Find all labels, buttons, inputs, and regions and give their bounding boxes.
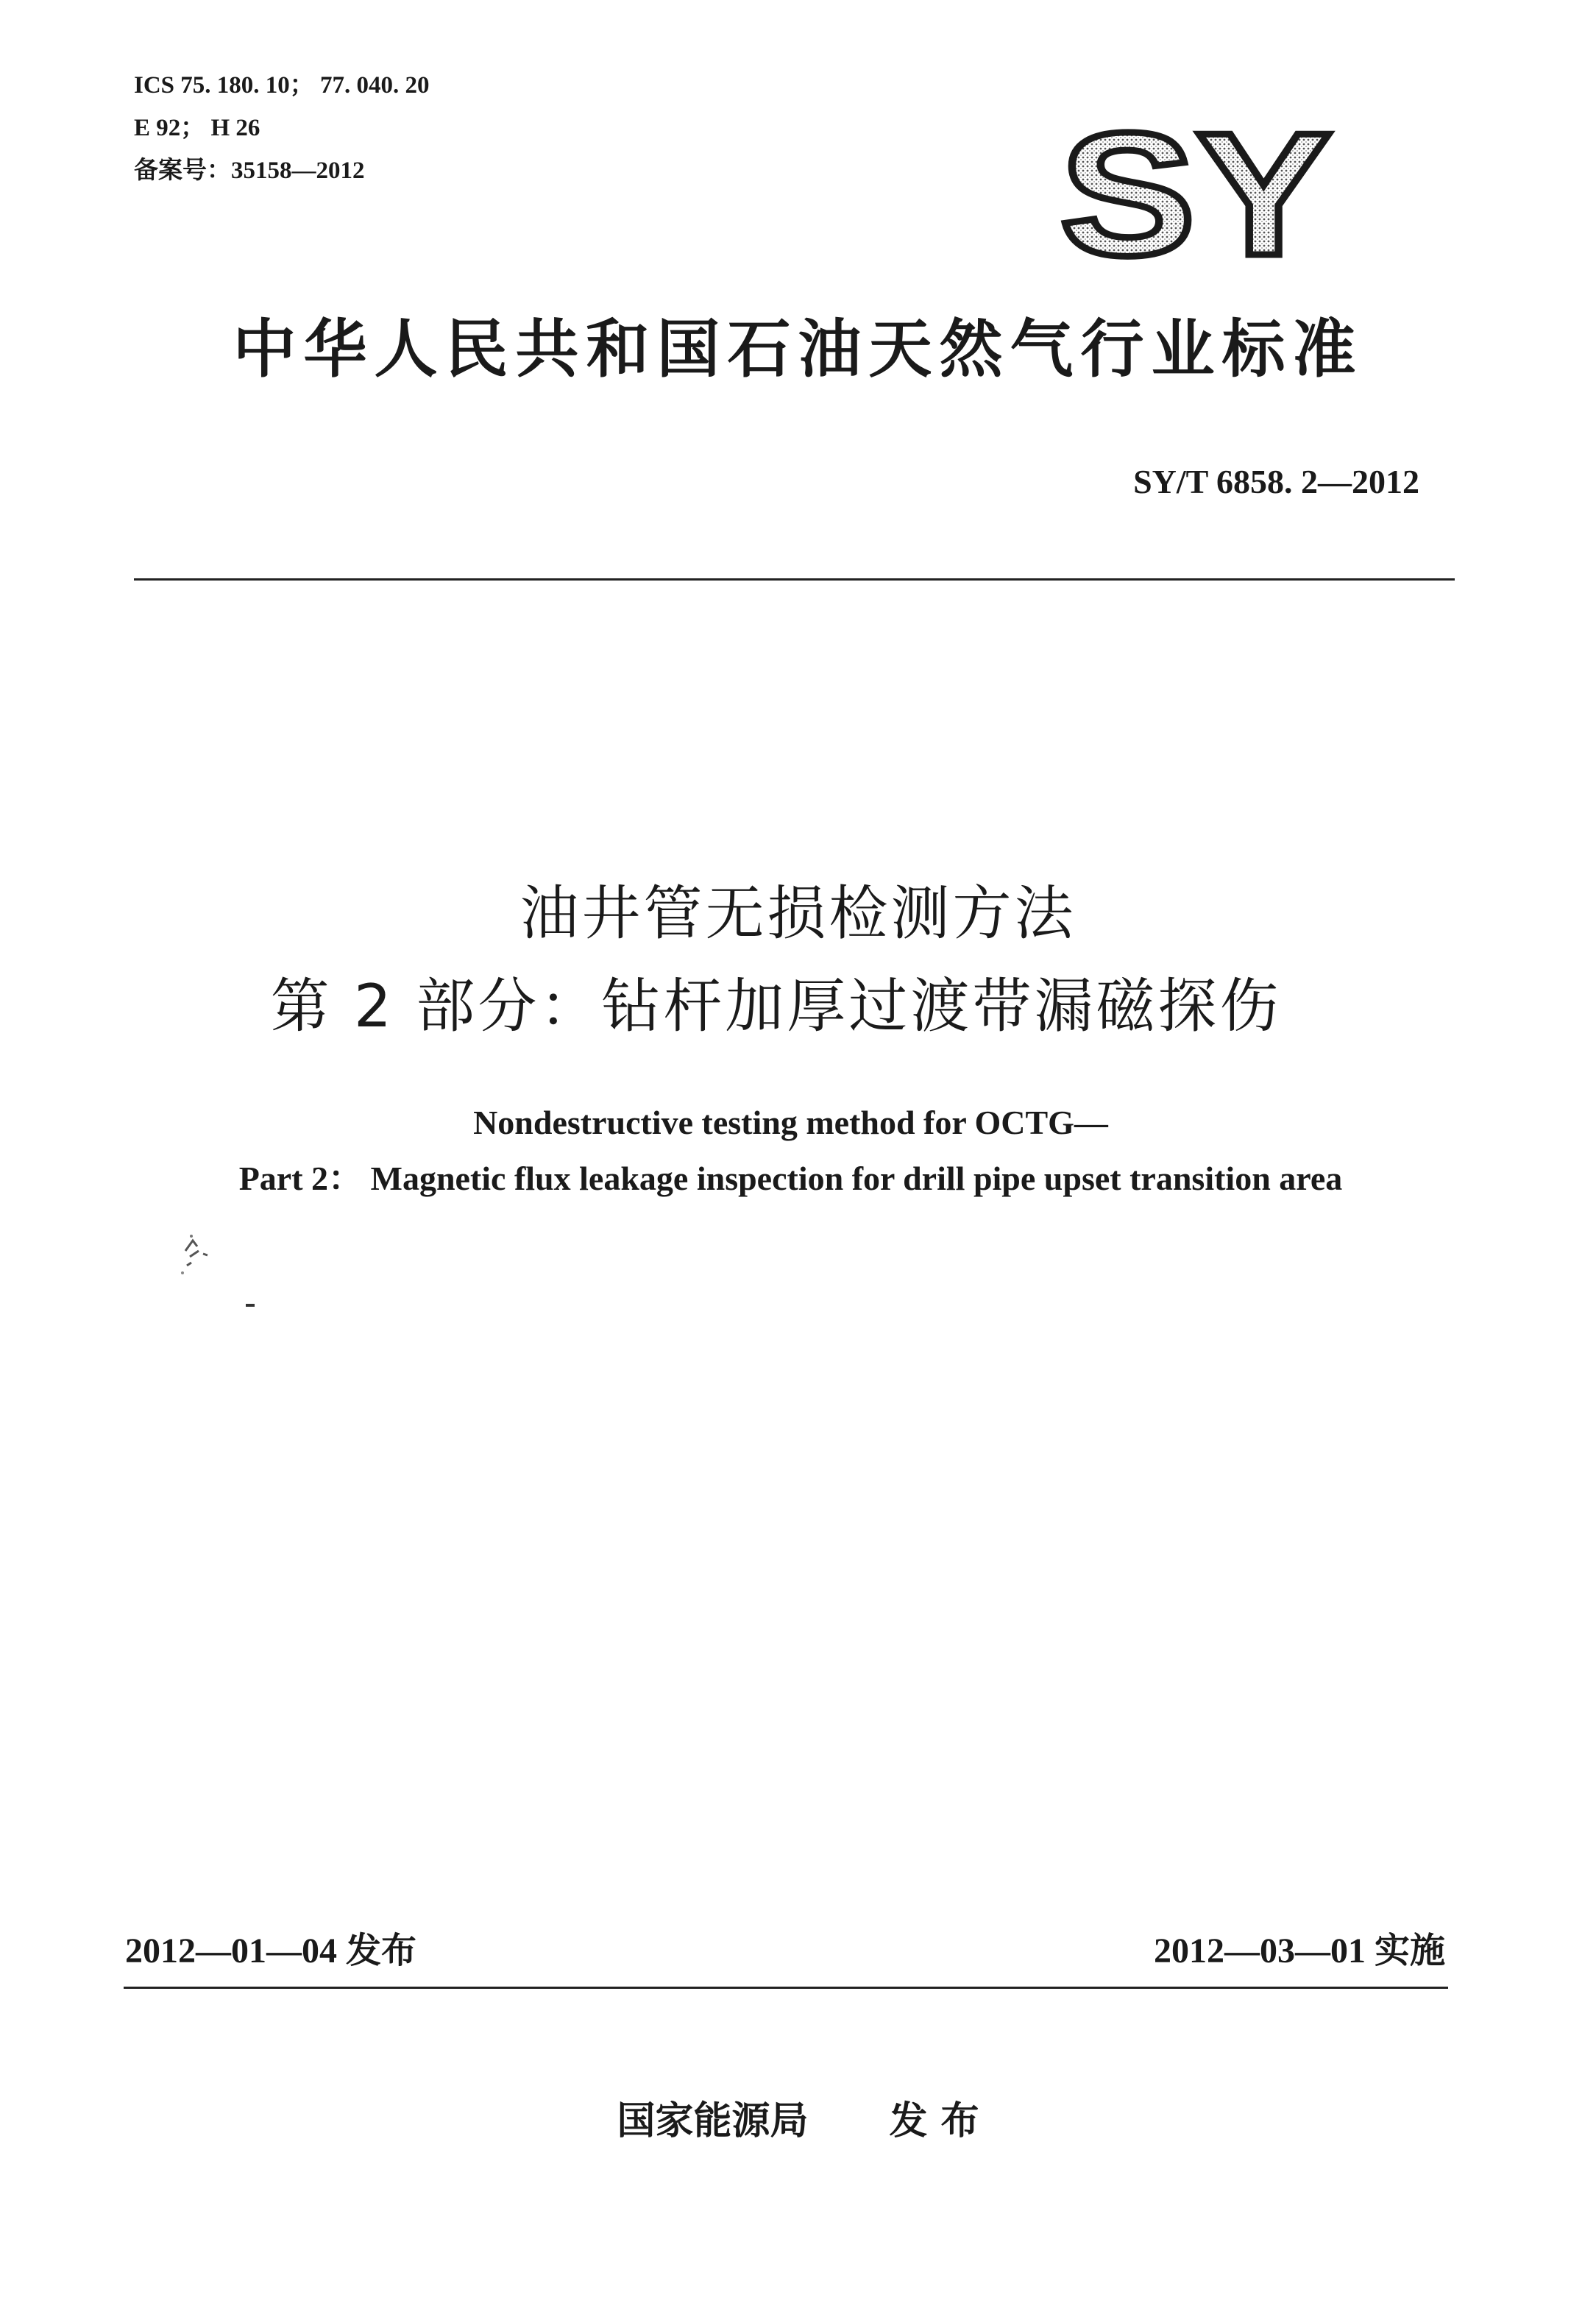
issuer-action: 发 布: [889, 2099, 979, 2143]
sy-logo-text: SY: [1060, 116, 1332, 263]
filing-number: 备案号：35158—2012: [134, 157, 365, 184]
title-en-line2: Part 2： Magnetic flux leakage inspection for drill pipe upset transition area: [238, 1160, 1343, 1197]
standard-type-title: 中华人民共和国石油天然气行业标准: [233, 313, 1363, 386]
sy-logo: [1060, 116, 1339, 263]
scan-speck: [169, 1221, 272, 1317]
ics-code: ICS 75. 180. 10； 77. 040. 20: [134, 72, 430, 99]
issuer-line: [0, 2090, 1596, 2145]
standard-code: SY/T 6858. 2—2012: [1133, 463, 1419, 500]
classification-code: E 92； H 26: [134, 115, 260, 141]
issue-date: 2012—01—04 发布: [125, 1931, 417, 1970]
title-en-line1: Nondestructive testing method for OCTG—: [473, 1104, 1108, 1141]
effective-date: 2012—03—01 实施: [1153, 1931, 1445, 1970]
title-cn-line2: 第 2 部分：钻杆加厚过渡带漏磁探伤: [270, 972, 1282, 1040]
issuer-name: 国家能源局: [617, 2099, 809, 2143]
bottom-divider: [124, 1987, 1448, 1989]
title-cn-line1: 油井管无损检测方法: [519, 879, 1077, 948]
top-divider: [134, 578, 1455, 581]
